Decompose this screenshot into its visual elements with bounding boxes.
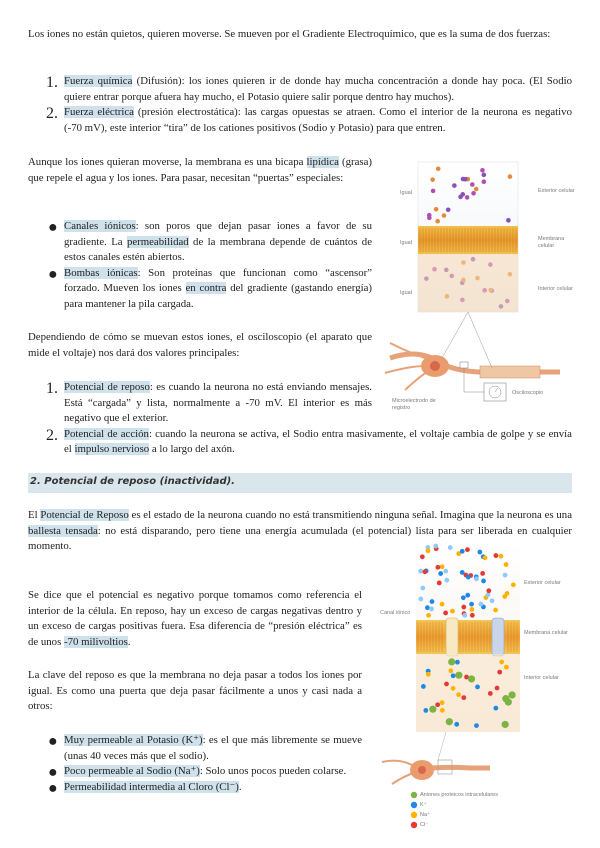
ion-dot xyxy=(469,602,474,607)
legend-label: Na⁺ xyxy=(420,812,430,818)
ion-dot xyxy=(420,586,425,591)
text-run: El xyxy=(28,509,41,521)
list-number: 1. xyxy=(46,380,58,397)
ion-dot xyxy=(455,660,460,665)
figure-label: Canal iónico xyxy=(380,610,411,616)
figure-label: Membrana celular xyxy=(524,630,569,636)
ion-dot xyxy=(511,582,516,587)
ion-dot xyxy=(440,700,445,705)
ion-dot xyxy=(460,570,465,575)
text-run: : cuando la neurona se activa, el Sodio entra masivamente, el voltaje cambia de golpe y se envía el xyxy=(64,427,572,456)
term-highlight: Fuerza eléctrica xyxy=(64,106,134,119)
ion-dot xyxy=(465,195,470,200)
ion-dot xyxy=(474,723,479,728)
term-highlight: impulso nervioso xyxy=(74,443,150,456)
oscilloscope-paragraph xyxy=(28,330,372,361)
legend-label: K⁺ xyxy=(420,802,427,808)
bullet: ● xyxy=(48,219,58,236)
term-highlight: Fuerza química xyxy=(64,75,133,87)
ion-dot xyxy=(493,706,498,711)
ion-dot xyxy=(425,605,430,610)
item-text: (presión electrostática): las cargas opuestas se atraen. Como el interior de la neurona es negativo (-70 mV), este interior “tira” de los cationes positivos (Sodio y Potasio) para que entren. xyxy=(64,106,572,134)
ion-dot xyxy=(502,721,509,728)
ion-dot xyxy=(470,182,475,187)
term-highlight: Poco permeable al Sodio (Na⁺) xyxy=(64,765,200,778)
ion-dot xyxy=(502,594,507,599)
ion-dot xyxy=(503,573,508,578)
term-highlight: Potencial de reposo xyxy=(64,381,150,393)
ion-dot xyxy=(506,218,511,223)
text-run: . xyxy=(238,780,242,793)
ion-dot xyxy=(446,207,451,212)
figure-label: Interior celular xyxy=(524,675,559,681)
term-highlight: Permeabilidad intermedia al Cloro (Cl⁻) xyxy=(64,780,239,793)
ion-dot xyxy=(426,672,431,677)
ion-dot xyxy=(493,608,498,613)
ion-dot xyxy=(470,613,475,618)
ion-dot xyxy=(429,706,436,713)
ion-dot xyxy=(436,167,441,172)
ion-dot xyxy=(443,611,448,616)
text-run: Se dice que el potencial es negativo porque tomamos como referencia el interior de la célula. En reposo, hay un exceso de cargas negativas dentro y un exceso de cargas positivas fuera. Esa diferencia de “presión eléctrica” es de unos xyxy=(28,589,362,648)
ion-dot xyxy=(426,548,431,553)
ion-dot xyxy=(430,599,435,604)
ion-dot xyxy=(423,708,428,713)
term-highlight: Muy permeable al Potasio (K⁺) xyxy=(64,734,203,746)
list-item xyxy=(28,427,572,458)
ion-dot xyxy=(448,545,453,550)
text-run: a lo largo del axón. xyxy=(149,443,235,456)
ion-dot xyxy=(465,547,470,552)
text-run: . xyxy=(127,635,131,648)
ion-dot xyxy=(463,177,468,182)
ion-dot xyxy=(499,660,504,665)
ion-dot xyxy=(430,177,435,182)
ion-dot xyxy=(446,718,453,725)
text-run: Aunque los iones quieran moverse, la membrana es una bicapa xyxy=(28,156,307,168)
ion-dot xyxy=(448,658,455,665)
text-run: : son poros que dejan pasar iones a favor de su gradiente. La xyxy=(64,220,372,248)
ion-dot xyxy=(442,213,447,218)
figure-label: Microelectrodo de registro xyxy=(392,398,436,411)
ion-dot xyxy=(480,571,485,576)
term-highlight: Potencial de Reposo xyxy=(40,509,129,521)
ion-dot xyxy=(486,588,491,593)
ion-dot xyxy=(482,179,487,184)
list-item xyxy=(28,74,572,105)
ion-dot xyxy=(440,602,445,607)
section-title: 2. Potencial de reposo (inactividad). xyxy=(30,476,235,487)
ion-dot xyxy=(508,174,513,179)
ion-dot xyxy=(488,691,493,696)
ion-dot xyxy=(483,555,488,560)
ion-dot xyxy=(460,549,465,554)
term-highlight: lipídica xyxy=(306,156,339,168)
ion-dot xyxy=(421,684,426,689)
ion-dot xyxy=(485,592,490,597)
forces-list xyxy=(28,74,572,136)
figure-label: Interior celular xyxy=(538,286,573,292)
bullet: ● xyxy=(48,764,58,782)
term-highlight: Potencial de acción xyxy=(64,427,149,440)
ion-dot xyxy=(452,183,457,188)
legend-label: Cl⁻ xyxy=(420,822,429,828)
text-run: (grasa) que repele el agua y los iones. Para pasar, necesitan “puertas” especiales: xyxy=(28,156,372,184)
ion-dot xyxy=(435,219,440,224)
ion-dot xyxy=(469,607,474,612)
list-number: 1. xyxy=(46,74,58,91)
ion-dot xyxy=(493,553,498,558)
ion-dot xyxy=(429,607,434,612)
ion-dot xyxy=(504,562,509,567)
ion-dot xyxy=(474,576,479,581)
ion-dot xyxy=(451,686,456,691)
permeability-list xyxy=(28,733,362,795)
ion-dot xyxy=(444,578,449,583)
figure-label: Igual xyxy=(400,290,412,296)
ion-dot xyxy=(490,598,495,603)
ion-dot xyxy=(451,673,456,678)
ion-dot xyxy=(468,675,475,682)
figure-label: Exterior celular xyxy=(524,580,561,586)
ion-dot xyxy=(431,189,436,194)
ion-dot xyxy=(435,702,440,707)
ion-dot xyxy=(455,672,462,679)
ion-dot xyxy=(480,168,485,173)
ion-dot xyxy=(474,187,479,192)
ion-dot xyxy=(433,544,438,549)
ion-dot xyxy=(461,605,466,610)
ion-dot xyxy=(454,722,459,727)
rest-text: La clave del reposo es que la membrana no deja pasar a todos los iones por igual. Es como una puerta que deja pasar fácilmente a unos y casi nada a otros: xyxy=(28,669,362,713)
ion-dot xyxy=(471,191,476,196)
ion-dot xyxy=(444,682,449,687)
list-item xyxy=(28,733,362,764)
intro-text: Los iones no están quietos, quieren moverse. Se mueven por el Gradiente Electroquímico, que es la suma de dos fuerzas: xyxy=(28,28,551,40)
rest-paragraph-2 xyxy=(28,588,362,650)
ion-dot xyxy=(440,564,445,569)
ion-dot xyxy=(497,670,502,675)
ion-dot xyxy=(427,216,432,221)
section-header xyxy=(28,473,572,493)
ion-dot xyxy=(505,699,512,706)
list-item xyxy=(28,380,372,427)
text-run: : Solo unos pocos pueden colarse. xyxy=(199,765,347,778)
ion-dot xyxy=(440,708,445,713)
rest-paragraph-3 xyxy=(28,668,362,715)
ion-dot xyxy=(482,173,487,178)
ion-dot xyxy=(465,593,470,598)
ion-dot xyxy=(418,569,423,574)
bullet: ● xyxy=(48,779,58,797)
legend-label: Aniones proteicos intracelulares xyxy=(420,792,498,798)
ion-dot xyxy=(461,595,466,600)
ion-dot xyxy=(426,613,431,618)
membrane-paragraph xyxy=(28,155,372,186)
list-item xyxy=(28,105,572,136)
figure-label: Exterior celular xyxy=(538,188,575,194)
term-highlight: ballesta tensada xyxy=(28,524,98,537)
ion-dot xyxy=(458,195,463,200)
ion-dot xyxy=(420,554,425,559)
list-item xyxy=(28,780,362,796)
text-run: de la membrana depende de cuántos de estos canales estén abiertos. xyxy=(64,235,373,264)
ion-dot xyxy=(423,569,428,574)
ion-dot xyxy=(461,695,466,700)
term-highlight: en contra xyxy=(185,282,227,295)
term-highlight: Bombas iónicas xyxy=(64,266,138,279)
ion-dot xyxy=(438,571,443,576)
figure-label: Osciloscopio xyxy=(512,390,544,396)
ion-dot xyxy=(434,207,439,212)
membrane-figure-2 xyxy=(380,540,576,840)
bullet: ● xyxy=(48,733,58,750)
ion-dot xyxy=(443,569,448,574)
text-run: : es el que más libremente se mueve (unas 40 veces más que el sodio). xyxy=(64,734,362,762)
term-highlight: permeabilidad xyxy=(126,235,189,248)
list-item xyxy=(28,764,362,780)
text-run: del gradiente (gastando energía) para mantener la pila cargada. xyxy=(64,282,372,310)
ion-dot xyxy=(499,554,504,559)
bullet: ● xyxy=(48,265,58,283)
ion-dot xyxy=(466,575,471,580)
ion-dot xyxy=(478,550,483,555)
gates-list xyxy=(28,219,372,313)
item-text: (Difusión): los iones quieren ir de donde hay mucha concentración a donde hay poca. (El Sodio quiere entrar porque afuera hay mucho, el Potasio quiere salir porque dentro hay muchos). xyxy=(64,75,573,103)
text-run: : no está disparando, pero tiene una energía acumulada (el potencial) lista para ser liberada en cualquier momento. xyxy=(28,524,572,553)
figure-label: Igual xyxy=(400,240,412,246)
ion-dot xyxy=(418,597,423,602)
ion-dot xyxy=(456,692,461,697)
intro-paragraph xyxy=(28,27,572,43)
list-number: 2. xyxy=(46,426,58,444)
ion-dot xyxy=(509,691,516,698)
list-number: 2. xyxy=(46,105,58,123)
ion-dot xyxy=(481,579,486,584)
text-run: es el estado de la neurona cuando no está transmitiendo ninguna señal. Imagina que la neurona es una xyxy=(128,509,572,521)
term-highlight: -70 milivoltios xyxy=(64,635,128,648)
ion-dot xyxy=(475,684,480,689)
text-run: : es cuando la neurona no está enviando mensajes. Está “cargada” y lista, normalmente a -70 mV. El interior es más negativo que el exterior. xyxy=(64,381,372,425)
ion-dot xyxy=(437,581,442,586)
list-item xyxy=(28,266,372,313)
ion-dot xyxy=(448,668,453,673)
ion-dot xyxy=(462,613,467,618)
text-run: : Son proteínas que funcionan como “ascensor” forzado. Mueven los iones xyxy=(64,266,372,295)
list-item xyxy=(28,219,372,266)
figure-label: Igual xyxy=(400,190,412,196)
ion-dot xyxy=(479,602,484,607)
ion-dot xyxy=(495,686,500,691)
ion-dot xyxy=(435,565,440,570)
ion-dot xyxy=(504,665,509,670)
term-highlight: Canales iónicos xyxy=(64,220,136,232)
ion-dot xyxy=(450,609,455,614)
oscillo-text: Dependiendo de cómo se muevan estos iones, el osciloscopio (el aparato que mide el voltaje) nos dará dos valores principales: xyxy=(28,331,372,359)
membrane-figure-1 xyxy=(380,158,576,420)
figure-label: Membrana celular xyxy=(538,236,565,249)
